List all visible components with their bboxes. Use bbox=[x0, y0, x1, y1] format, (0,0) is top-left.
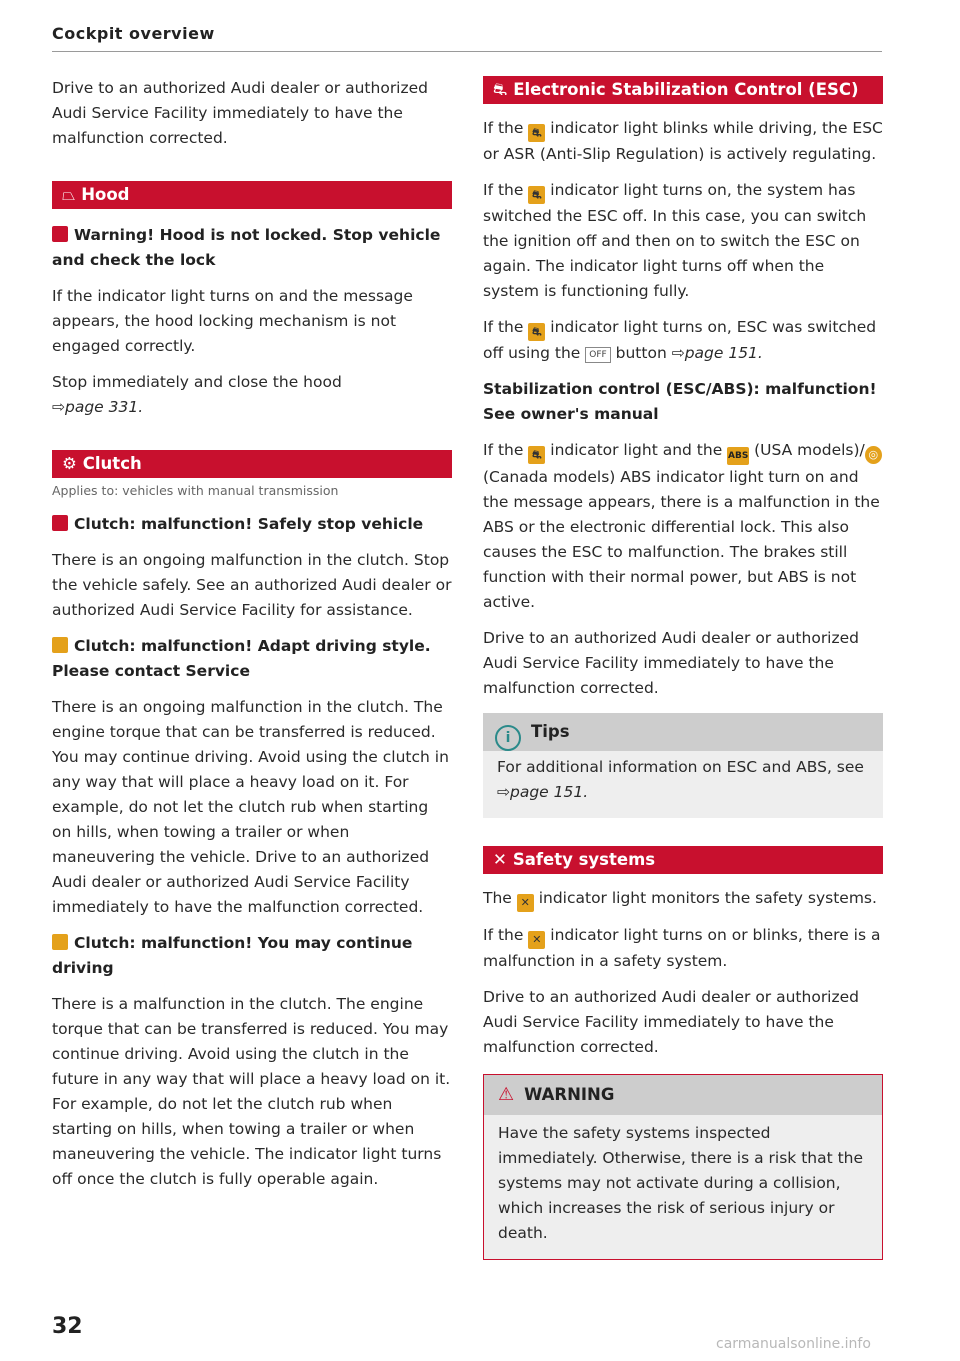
clutch-paragraph-1: There is an ongoing malfunction in the clutch. Stop the vehicle safely. See an authorized Audi dealer or authorized Audi Service Facility for assistance. bbox=[52, 551, 452, 619]
clutch-paragraph-3: There is a malfunction in the clutch. The engine torque that can be transferred is reduced. You may continue driving. Avoid using the clutch in the future in any way that will place a heavy load on it. For example, do not let the clutch rub when starting on hills, when towing a trailer or when maneuvering the vehicle. The indicator light turns off once the clutch is fully operable again. bbox=[52, 995, 451, 1188]
hood-warning-heading: Warning! Hood is not locked. Stop vehicle and check the lock bbox=[52, 226, 441, 269]
warning-header: ⚠ WARNING bbox=[484, 1075, 882, 1115]
clutch-paragraph-2: There is an ongoing malfunction in the clutch. The engine torque that can be transferred is reduced. You may continue driving. Avoid using the clutch in any way that will place a heavy load on it. For example, do not let the clutch rub when starting on hills, when towing a trailer or when maneuvering the vehicle. Drive to an authorized Audi dealer or authorized Audi Service Facility immediately to have the malfunction corrected. bbox=[52, 698, 449, 916]
esc-abs-heading: Stabilization control (ESC/ABS): malfunction! See owner's manual bbox=[483, 380, 877, 423]
safety-paragraph-2: If the ✕ indicator light turns on or blinks, there is a malfunction in a safety system. bbox=[483, 926, 881, 970]
esc-indicator-icon: ⛐ bbox=[528, 446, 545, 464]
page-reference-link[interactable]: ⇨page 151. bbox=[671, 344, 763, 362]
abs-canada-icon: ◎ bbox=[865, 446, 882, 464]
safety-paragraph-3: Drive to an authorized Audi dealer or authorized Audi Service Facility immediately to have the malfunction corrected. bbox=[483, 988, 860, 1056]
section-title: Cockpit overview bbox=[52, 24, 215, 43]
hood-paragraph-1: If the indicator light turns on and the message appears, the hood locking mechanism is not engaged correctly. bbox=[52, 287, 413, 355]
clutch-title: Clutch bbox=[82, 454, 142, 473]
safety-indicator-icon: ✕ bbox=[517, 894, 534, 912]
esc-indicator-icon: ⛐ bbox=[528, 186, 545, 204]
esc-title: Electronic Stabilization Control (ESC) bbox=[513, 80, 859, 99]
safety-title: Safety systems bbox=[512, 850, 656, 869]
esc-indicator-icon: ⛐ bbox=[528, 124, 545, 142]
hood-icon: ⏢ bbox=[62, 185, 76, 204]
safety-paragraph-1: The ✕ indicator light monitors the safety systems. bbox=[483, 886, 883, 912]
applies-note: Applies to: vehicles with manual transmission bbox=[52, 483, 339, 498]
clutch-icon: ⚙ bbox=[62, 454, 77, 473]
hood-paragraph-2: Stop immediately and close the hood ⇨page 331. bbox=[52, 373, 342, 416]
esc-section-bar bbox=[483, 76, 883, 104]
clutch-heading-2: Clutch: malfunction! Adapt driving style. Please contact Service bbox=[52, 637, 431, 680]
esc-off-indicator-icon: ⛐ bbox=[528, 323, 545, 341]
esc-icon: ⛐ bbox=[493, 80, 508, 99]
page-reference-link[interactable]: ⇨page 151. bbox=[497, 783, 589, 801]
right-column bbox=[483, 76, 883, 1260]
esc-paragraph-1: If the ⛐ indicator light blinks while driving, the ESC or ASR (Anti-Slip Regulation) is actively regulating. bbox=[483, 119, 883, 163]
esc-paragraph-5: Drive to an authorized Audi dealer or authorized Audi Service Facility immediately to have the malfunction corrected. bbox=[483, 629, 860, 697]
warning-triangle-icon: ⚠ bbox=[498, 1084, 515, 1105]
left-column bbox=[52, 76, 452, 1203]
safety-indicator-icon: ✕ bbox=[528, 931, 545, 949]
intro-paragraph: Drive to an authorized Audi dealer or authorized Audi Service Facility immediately to have the malfunction corrected. bbox=[52, 79, 429, 147]
red-clutch-icon bbox=[52, 515, 68, 531]
safety-section-bar bbox=[483, 846, 883, 874]
clutch-heading-1: Clutch: malfunction! Safely stop vehicle bbox=[52, 512, 452, 537]
esc-paragraph-4: If the ⛐ indicator light and the ABS (USA models)/ ◎ (Canada models) ABS indicator light turn on and the message appears, there is a malfunction in the ABS or the electronic differential lock. This also causes the ESC to malfunction. The brakes still function with their normal power, but ABS is not active. bbox=[483, 438, 883, 615]
abs-usa-icon: ABS bbox=[727, 447, 749, 465]
page-header bbox=[52, 24, 882, 52]
watermark: carmanualsonline.info bbox=[716, 1336, 871, 1352]
clutch-heading-3: Clutch: malfunction! You may continue driving bbox=[52, 934, 413, 977]
hood-title: Hood bbox=[81, 185, 130, 204]
tips-header: i Tips bbox=[483, 713, 883, 751]
esc-paragraph-3: If the ⛐ indicator light turns on, ESC was switched off using the OFF button ⇨page 151. bbox=[483, 318, 877, 362]
esc-off-button-icon: OFF bbox=[585, 347, 610, 363]
warning-box bbox=[483, 1074, 883, 1260]
esc-paragraph-2: If the ⛐ indicator light turns on, the system has switched the ESC off. In this case, you can switch the ignition off and then on to switch the ESC on again. The indicator light turns off when the system is functioning fully. bbox=[483, 181, 867, 300]
red-warning-icon bbox=[52, 226, 68, 242]
page-number: 32 bbox=[52, 1314, 83, 1339]
tips-box bbox=[483, 713, 883, 818]
page-reference-link[interactable]: ⇨page 331. bbox=[52, 398, 144, 416]
clutch-section-bar bbox=[52, 450, 452, 478]
yellow-clutch-icon bbox=[52, 934, 68, 950]
info-icon: i bbox=[495, 725, 521, 751]
tips-body: For additional information on ESC and ABS, see ⇨page 151. bbox=[497, 758, 864, 801]
warning-body: Have the safety systems inspected immediately. Otherwise, there is a risk that the systems may not activate during a collision, which increases the risk of serious injury or death. bbox=[484, 1115, 882, 1259]
hood-section-bar bbox=[52, 181, 452, 209]
yellow-clutch-icon bbox=[52, 637, 68, 653]
safety-icon: ✕ bbox=[493, 850, 507, 869]
